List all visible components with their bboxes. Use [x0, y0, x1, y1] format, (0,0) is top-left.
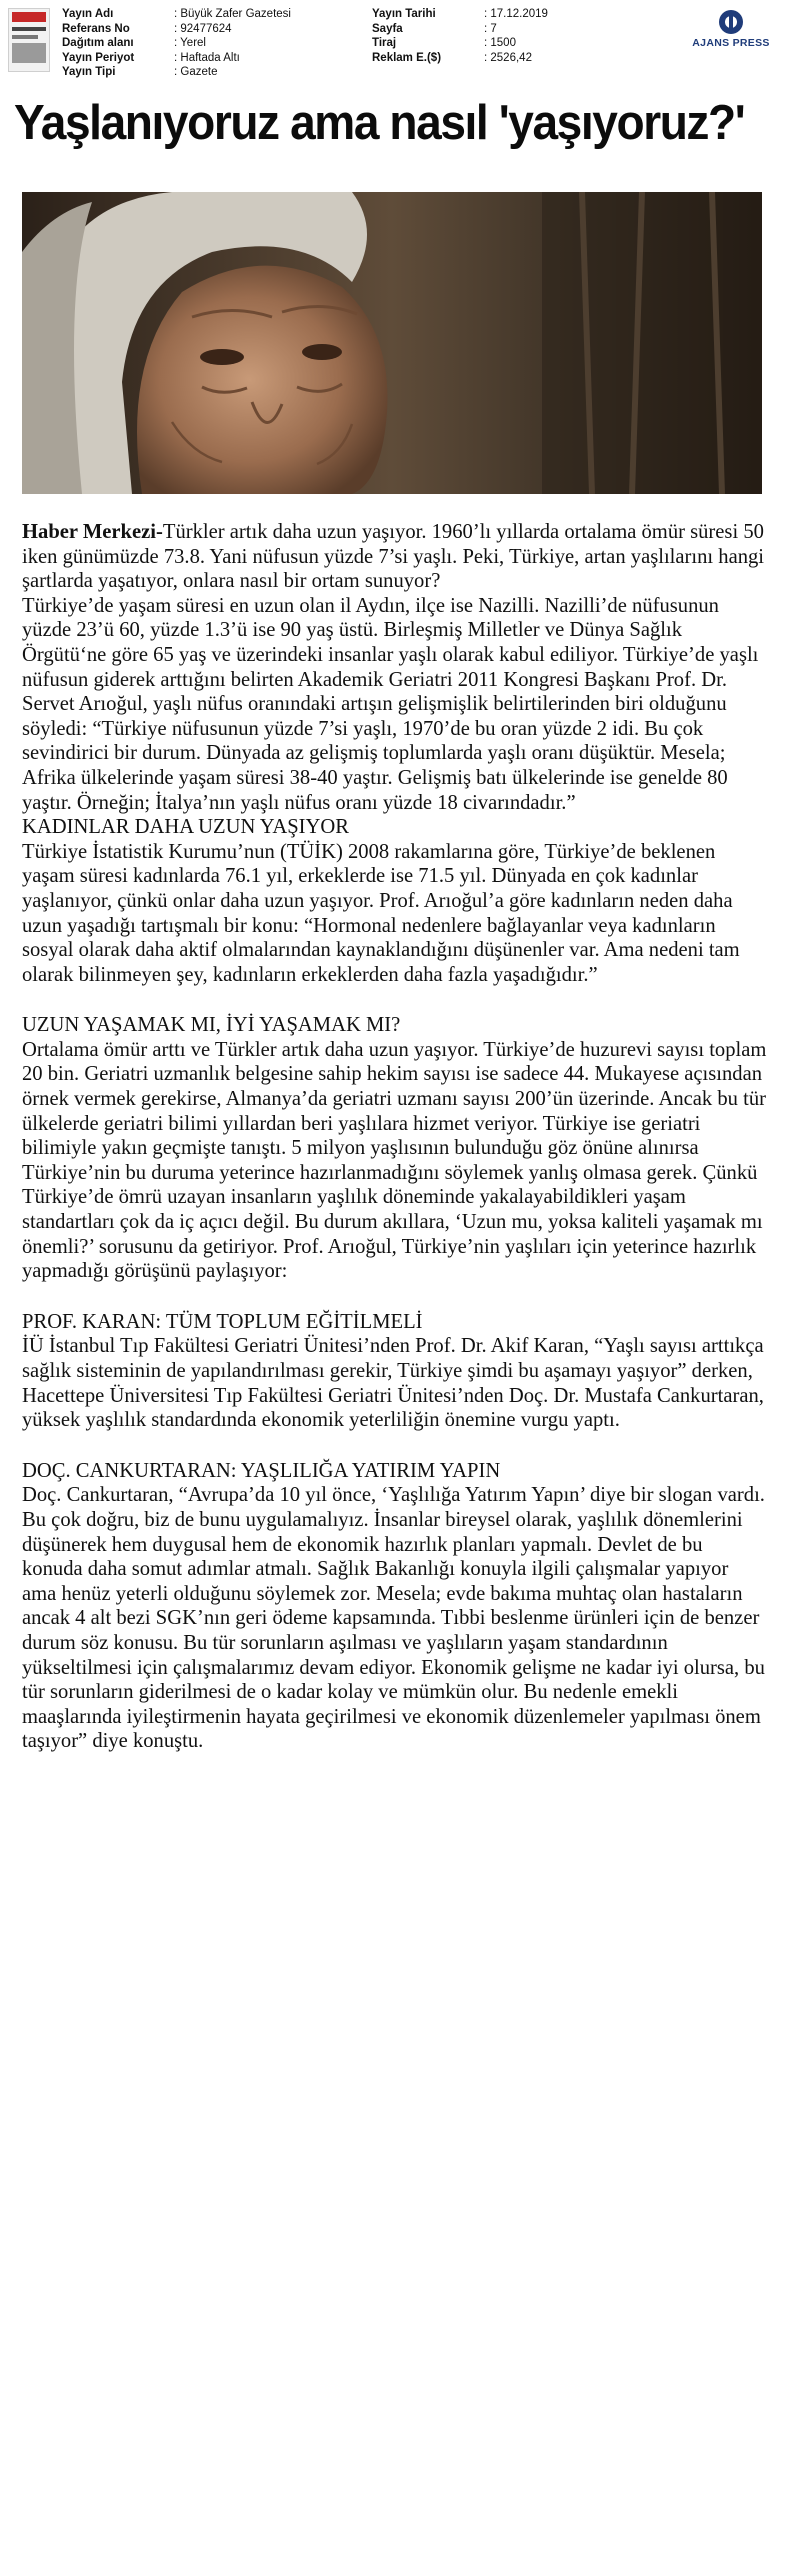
field-page: Sayfa : 7 — [372, 22, 497, 35]
paragraph: İÜ İstanbul Tıp Fakültesi Geriatri Ünitesi’nden Prof. Dr. Akif Karan, “Yaşlı sayısı arttıkça sağlık sisteminin de yapılandırılması gerekir, Türkiye şimdi bu aşamayı yaşıyor” derken, Hacettepe Üniversitesi Tıp Fakültesi Geriatri Ünitesi’nden Doç. Dr. Mustafa Cankurtaran, yüksek yaşlılık standardında ekonomik yeterliliğin önemine vurgu yaptı. — [22, 1335, 764, 1432]
newspaper-thumbnail-icon — [8, 8, 50, 72]
article-source: Haber Merkezi- — [22, 521, 163, 543]
subheading: PROF. KARAN: TÜM TOPLUM EĞİTİLMELİ — [22, 1310, 423, 1333]
publication-info-right — [372, 7, 548, 65]
paragraph-intro: Haber Merkezi-Türkler artık daha uzun yaşıyor. 1960’lı yıllarda ortalama ömür süresi 50 iken günümüzde 73.8. Yani nüfusun yüzde 7’si yaşlı. Peki, Türkiye, artan yaşlılarını hangi şartlarda yaşatıyor, onlara nasıl bir ortam sunuyor? — [22, 521, 765, 593]
field-publication-type: Yayın Tipi : Gazete — [62, 66, 218, 79]
agency-logo-icon — [719, 10, 743, 34]
subheading: UZUN YAŞAMAK MI, İYİ YAŞAMAK MI? — [22, 1014, 401, 1037]
field-ad-equivalent: Reklam E.($) : 2526,42 — [372, 51, 532, 64]
article-headline: Yaşlanıyoruz ama nasıl 'yaşıyoruz?' — [14, 96, 745, 150]
field-distribution-area: Dağıtım alanı : Yerel — [62, 37, 206, 50]
publication-info-left — [62, 7, 291, 80]
agency-logo — [686, 10, 776, 49]
field-publication-date: Yayın Tarihi : 17.12.2019 — [372, 8, 548, 20]
subheading: KADINLAR DAHA UZUN YAŞIYOR — [22, 816, 350, 839]
elderly-woman-photo — [22, 192, 762, 494]
field-reference-no: Referans No : 92477624 — [62, 22, 232, 35]
paragraph: Doç. Cankurtaran, “Avrupa’da 10 yıl önce, ‘Yaşlılığa Yatırım Yapın’ diye bir slogan vardı. Bu çok doğru, biz de bunu uygulamalıyız. İnsanlar bireysel olarak, yaşlılık dönemlerini düşünerek hem duygusal hem de ekonomik hazırlık planları yapmalı. Devlet de bu konuda daha somut adımlar atmalı. Sağlık Bakanlığı konuyla ilgili çalışmalar yapıyor ama henüz yeterli olduğunu söylemek zor. Mesela; evde bakıma muhtaç olan hastaların ancak 4 alt bezi SGK’nın geri ödeme kapsamında. Tıbbi beslenme ürünleri için de benzer durum söz konusu. Bu tür sorunların aşılması ve yaşlıların yaşam standardının yükseltilmesi için çalışmalarımız devam ediyor. Ekonomik gelişme ne kadar iyi olursa, bu tür sorunların giderilmesi de o kadar kolay ve mümkün olur. Bu nedenle emekli maaşlarında iyileştirmenin hayata geçirilmesi ve ekonomik düzenlemeler yapılması önem taşıyor” diye konuştu. — [22, 1484, 765, 1753]
field-publication-name: Yayın Adı : Büyük Zafer Gazetesi — [62, 8, 291, 20]
paragraph: Ortalama ömür arttı ve Türkler artık daha uzun yaşıyor. Türkiye’de huzurevi sayısı toplam 20 bin. Geriatri uzmanlık belgesine sahip hekim sayısı ise sadece 44. Mukayese açısından örnek vermek gerekirse, Almanya’da geriatri uzmanı sayısı 200’ün üzerinde. Ancak bu tür ülkelerde geriatri bilimi yıllardan beri yaşlılara hizmet veriyor. Türkiye ise geriatri bilimiyle yakın geçmişte tanıştı. 5 milyon yaşlısının bulunduğu göz önüne alınırsa Türkiye’nin bu duruma yeterince hazırlanmadığını söylemek yanlış olmasa gerek. Çünkü Türkiye’de ömrü uzayan insanların yaşlılık döneminde yakalayabildikleri yaşam standartları çok da iç açıcı değil. Bu durum akıllara, ‘Uzun mu, yoksa kaliteli yaşamak mı önemli?’ sorusunu da getiriyor. Prof. Arıoğul, Türkiye’nin yaşlıları için yeterince hazırlık yapmadığı görüşünü paylaşıyor: — [22, 1038, 767, 1283]
paragraph: Türkiye İstatistik Kurumu’nun (TÜİK) 2008 rakamlarına göre, Türkiye’de beklenen yaşam süresi kadınlarda 76.1 yıl, erkeklerde ise 71.5 yıl. Dünyada en çok kadınlar yaşlanıyor, çünkü onlar daha uzun yaşıyor. Prof. Arıoğul’a göre kadınların neden daha uzun yaşadığı tartışmalı bir konu: “Hormonal nedenlere bağlayanlar veya kadınların sosyal olarak daha aktif olmalarından kaynaklandığını düşünenler var. Ama nedeni tam olarak bilinmeyen şey, kadınların erkeklerden daha fazla yaşadığıdır.” — [22, 840, 740, 986]
field-circulation: Tiraj : 1500 — [372, 37, 516, 50]
agency-name: AJANS PRESS — [692, 37, 770, 49]
paragraph: Türkiye’de yaşam süresi en uzun olan il Aydın, ilçe ise Nazilli. Nazilli’de nüfusunun yüzde 23’ü 60, yüzde 1.3’ü ise 90 yaş üstü. Birleşmiş Milletler ve Dünya Sağlık Örgütü‘ne göre 65 yaş ve üzerindeki insanlar yaşlı olarak kabul ediliyor. Türkiye’de yaşlı nüfusun giderek arttığını belirten Akademik Geriatri 2011 Kongresi Başkanı Prof. Dr. Servet Arıoğul, yaşlı nüfus oranındaki artışın gelişmişlik belirtilerinden biri olduğunu söyledi: “Türkiye nüfusunun yüzde 7’si yaşlı, 1970’de bu oran yüzde 2 idi. Bu çok sevindirici bir durum. Dünyada az gelişmiş toplumlarda yaşlı oranı düşüktür. Mesela; Afrika ülkelerinde yaşam süresi 38-40 yaştır. Gelişmiş batı ülkelerinde ise genelde 80 yaştır. Örneğin; İtalya’nın yaşlı nüfus oranı yüzde 18 civarındadır.” — [22, 594, 759, 814]
article-body — [22, 520, 767, 1754]
subheading: DOÇ. CANKURTARAN: YAŞLILIĞA YATIRIM YAPIN — [22, 1459, 501, 1482]
clipping-header — [0, 0, 785, 84]
field-publication-period: Yayın Periyot : Haftada Altı — [62, 51, 240, 64]
